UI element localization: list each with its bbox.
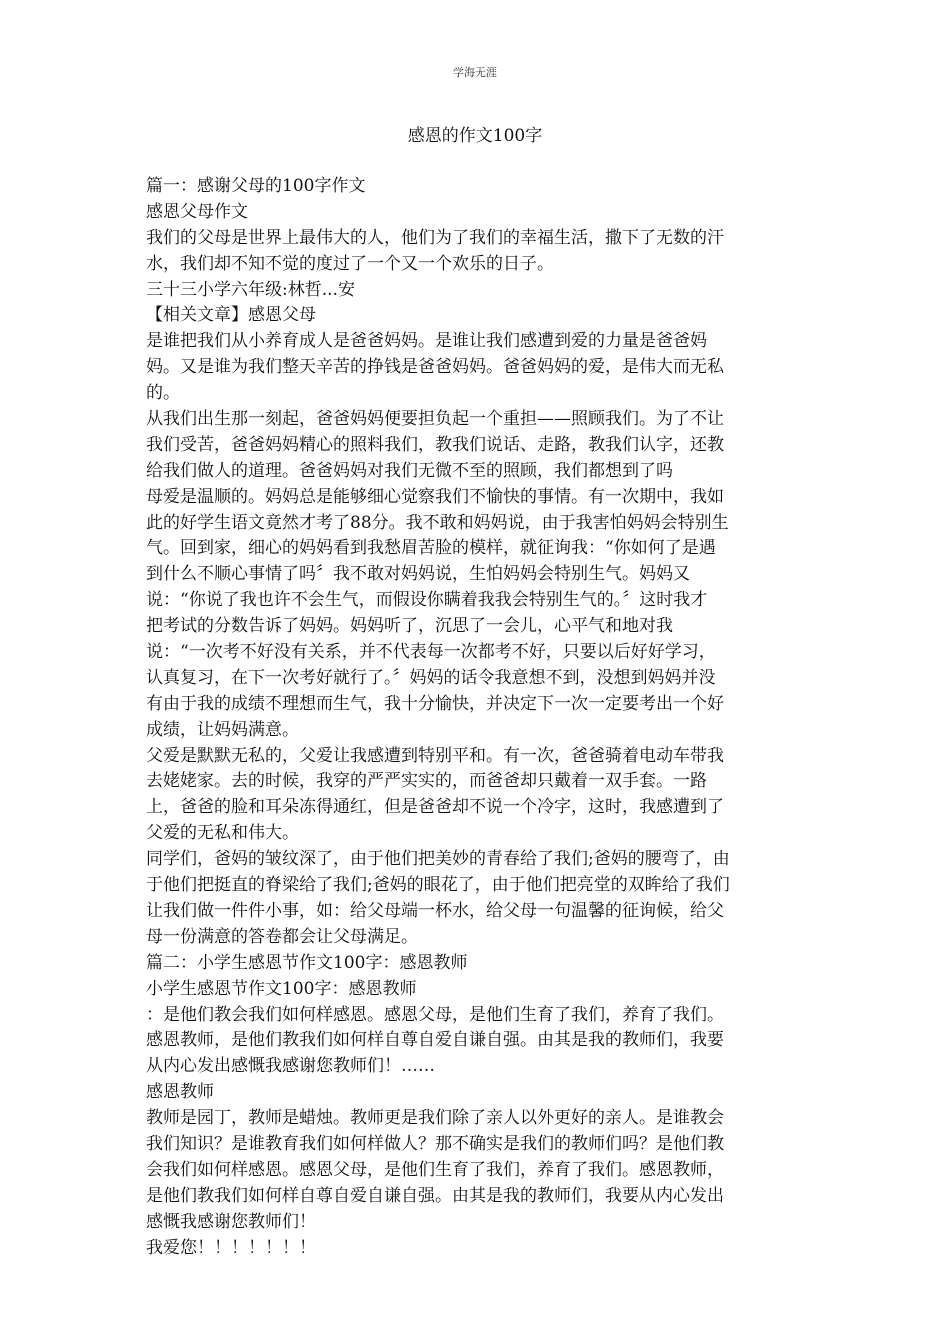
text-line: 此的好学生语文竟然才考了88分。我不敢和妈妈说，由于我害怕妈妈会特别生 <box>146 512 729 533</box>
text-line: 父爱是默默无私的，父爱让我感遭到特别平和。有一次，爸爸骑着电动车带我 <box>146 745 724 766</box>
text-line: 篇一：感谢父母的100字作文 <box>146 176 366 196</box>
text-line: ：是他们教会我们如何样感恩。感恩父母，是他们生育了我们，养育了我们。 <box>146 1004 724 1025</box>
text-line: 感慨我感谢您教师们！ <box>146 1211 316 1232</box>
text-line: 气。回到家，细心的妈妈看到我愁眉苦脸的模样，就征询我：“你如何了是遇 <box>146 538 716 559</box>
page-header: 学海无涯 <box>453 66 497 79</box>
text-line: 说：“你说了我也许不会生气，而假设你瞒着我我会特别生气的。〞这时我才 <box>146 590 708 611</box>
text-line: 篇二：小学生感恩节作文100字：感恩教师 <box>146 952 468 973</box>
text-line: 水，我们却不知不觉的度过了一个又一个欢乐的日子。 <box>146 253 554 274</box>
text-line: 成绩，让妈妈满意。 <box>146 719 299 740</box>
text-line: 教师是园丁，教师是蜡烛。教师更是我们除了亲人以外更好的亲人。是谁教会 <box>146 1108 724 1129</box>
article-body <box>146 174 806 1261</box>
text-line: 父爱的无私和伟大。 <box>146 823 299 844</box>
text-line: 小学生感恩节作文100字：感恩教师 <box>146 978 417 999</box>
text-line: 去姥姥家。去的时候，我穿的严严实实的，而爸爸却只戴着一双手套。一路 <box>146 771 707 792</box>
text-line: 我们受苦，爸爸妈妈精心的照料我们，教我们说话、走路，教我们认字，还教 <box>146 434 724 455</box>
text-line: 从内心发出感慨我感谢您教师们！…… <box>146 1056 435 1077</box>
text-line: 【相关文章】感恩父母 <box>146 305 316 326</box>
text-line: 从我们出生那一刻起，爸爸妈妈便要担负起一个重担——照顾我们。为了不让 <box>146 409 724 430</box>
text-line: 感恩教师 <box>146 1082 214 1103</box>
text-line: 感恩父母作文 <box>146 201 248 222</box>
text-line: 上，爸爸的脸和耳朵冻得通红，但是爸爸却不说一个冷字，这时，我感遭到了 <box>146 797 724 818</box>
text-line: 到什么不顺心事情了吗〞我不敢对妈妈说，生怕妈妈会特别生气。妈妈又 <box>146 564 690 585</box>
text-line: 三十三小学六年级:林哲...安 <box>146 279 355 300</box>
text-line: 的。 <box>146 383 180 404</box>
text-line: 我们的父母是世界上最伟大的人，他们为了我们的幸福生活，撒下了无数的汗 <box>146 227 724 248</box>
text-line: 是他们教我们如何样自尊自爱自谦自强。由其是我的教师们，我要从内心发出 <box>146 1185 724 1206</box>
text-line: 有由于我的成绩不理想而生气，我十分愉快，并决定下一次一定要考出一个好 <box>146 693 724 714</box>
text-line: 是谁把我们从小养育成人是爸爸妈妈。是谁让我们感遭到爱的力量是爸爸妈 <box>146 331 707 352</box>
text-line: 于他们把挺直的脊梁给了我们;爸妈的眼花了，由于他们把亮堂的双眸给了我们 <box>146 875 730 896</box>
text-line: 会我们如何样感恩。感恩父母，是他们生育了我们，养育了我们。感恩教师， <box>146 1159 724 1180</box>
text-line: 母一份满意的答卷都会让父母满足。 <box>146 926 418 947</box>
text-line: 母爱是温顺的。妈妈总是能够细心觉察我们不愉快的事情。有一次期中，我如 <box>146 486 724 507</box>
text-line: 我们知识？是谁教育我们如何样做人？那不确实是我们的教师们吗？是他们教 <box>146 1133 724 1154</box>
text-line: 感恩教师，是他们教我们如何样自尊自爱自谦自强。由其是我的教师们，我要 <box>146 1030 724 1051</box>
text-line: 让我们做一件件小事，如：给父母端一杯水，给父母一句温馨的征询候，给父 <box>146 900 724 921</box>
text-line: 我爱您！！！！！！！ <box>146 1237 316 1258</box>
text-line: 给我们做人的道理。爸爸妈妈对我们无微不至的照顾，我们都想到了吗 <box>146 460 673 481</box>
text-line: 认真复习，在下一次考好就行了。〞妈妈的话令我意想不到，没想到妈妈并没 <box>146 667 716 688</box>
page-title: 感恩的作文100字 <box>407 126 543 146</box>
text-line: 妈。又是谁为我们整天辛苦的挣钱是爸爸妈妈。爸爸妈妈的爱，是伟大而无私 <box>146 357 724 378</box>
text-line: 说：“一次考不好没有关系，并不代表每一次都考不好，只要以后好好学习， <box>146 642 716 663</box>
text-line: 同学们，爸妈的皱纹深了，由于他们把美妙的青春给了我们;爸妈的腰弯了，由 <box>146 849 730 870</box>
text-line: 把考试的分数告诉了妈妈。妈妈听了，沉思了一会儿，心平气和地对我 <box>146 616 673 637</box>
